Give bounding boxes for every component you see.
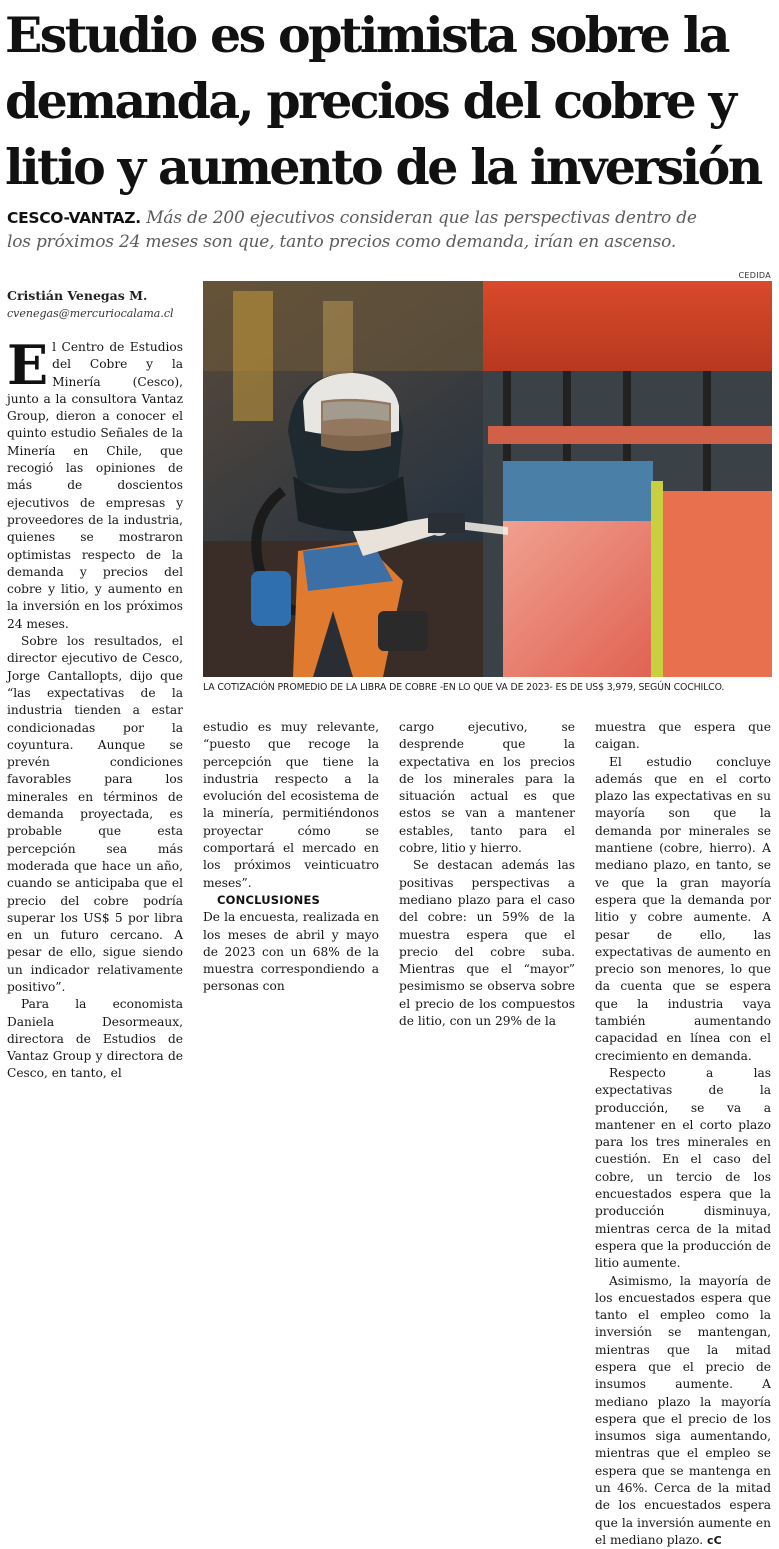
article-column-1 — [7, 339, 183, 1083]
paragraph-10: Respecto a las expectativas de la producción, se va a mantener en el corto plazo para los tres minerales en cuestión. En el caso del cobre, un tercio de los encuestados espera que la producción disminuya, mientras cerca de la mitad espera que la producción de litio aumente. — [595, 1065, 771, 1273]
headline-line-3: litio y aumento de la inversión — [5, 134, 775, 200]
drop-cap: E — [7, 343, 48, 387]
paragraph-intro — [7, 339, 183, 633]
deck-summary — [7, 206, 775, 254]
paragraph-11 — [595, 1273, 771, 1549]
author-name: Cristián Venegas M. — [7, 288, 147, 303]
end-mark-icon: ϲϹ — [707, 1534, 722, 1547]
paragraph-9: El estudio concluye además que en el corto plazo las expectativas en su mayoría son que la demanda por minerales se mantiene (cobre, hierro). A mediano plazo, en tanto, se ve que la gran mayoría espera que la demanda por litio y cobre aumente. A pesar de ello, las expectativas de aumento en precio son menores, lo que da cuenta que se espera que la industria vaya también aumentando capacidad en línea con el crecimiento en demanda. — [595, 754, 771, 1065]
photo-caption: LA COTIZACIÓN PROMEDIO DE LA LIBRA DE COBRE -EN LO QUE VA DE 2023- ES DE US$ 3,979, SEGÚN COCHILCO. — [203, 682, 775, 694]
headline-line-2: demanda, precios del cobre y — [5, 68, 775, 134]
paragraph-7: Se destacan además las positivas perspectivas a mediano plazo para el caso del cobre: un 59% de la muestra espera que el precio del cobre suba. Mientras que el “mayor” pesimismo se observa sobre el precio de los compuestos de litio, con un 29% de la — [399, 857, 575, 1030]
photo-credit: CEDIDA — [739, 271, 771, 280]
paragraph-11-text: Asimismo, la mayoría de los encuestados espera que tanto el empleo como la inversión se mantengan, mientras que la mitad espera que el precio de insumos aumente. A mediano plazo la mayoría espera que el precio de los insumos siga aumentando, mientras que el empleo se espera que se mantenga en un 46%. Cerca de la mitad de los encuestados espera que la inversión aumente en el mediano plazo. — [595, 1274, 771, 1547]
deck-line-1: Más de 200 ejecutivos consideran que las perspectivas dentro de — [146, 208, 697, 228]
paragraph-4: estudio es muy relevante, “puesto que recoge la percepción que tiene la industria respecto a la evolución del ecosistema de la minería, permitiéndonos proyectar cómo se comportará el mercado en los próximos veinticuatro meses”. — [203, 719, 379, 892]
article-column-4 — [595, 719, 771, 1549]
mining-worker-illustration — [203, 281, 772, 677]
deck-line-2: los próximos 24 meses son que, tanto precios como demanda, irían en ascenso. — [7, 230, 775, 254]
paragraph-2: Sobre los resultados, el director ejecutivo de Cesco, Jorge Cantallopts, dijo que “las expectativas de la industria tienden a estar condicionadas por la coyuntura. Aunque se prevén condiciones favorables para los minerales en términos de demanda proyectada, es probable que esta percepción sea más moderada que hace un año, cuando se anticipaba que el precio del cobre podría superar los US$ 5 por libra en un futuro cercano. A pesar de ello, sigue siendo un indicador relativamente positivo”. — [7, 633, 183, 996]
paragraph-5: De la encuesta, realizada en los meses de abril y mayo de 2023 con un 68% de la muestra correspondiendo a personas con — [203, 909, 379, 995]
headline — [5, 2, 775, 200]
paragraph-8: muestra que espera que caigan. — [595, 719, 771, 754]
paragraph-3: Para la economista Daniela Desormeaux, directora de Estudios de Vantaz Group y directora de Cesco, en tanto, el — [7, 996, 183, 1082]
article-photo — [203, 281, 772, 677]
conclusions-subhead: CONCLUSIONES — [203, 892, 379, 909]
headline-line-1: Estudio es optimista sobre la — [5, 2, 775, 68]
author-email[interactable]: cvenegas@mercuriocalama.cl — [7, 307, 174, 320]
paragraph-1-text: l Centro de Estudios del Cobre y la Minería (Cesco), junto a la consultora Vantaz Group, dieron a conocer el quinto estudio Señales de la Minería en Chile, que recogió las opiniones de más de doscientos ejecutivos de empresas y proveedores de la industria, quienes se mostraron optimistas respecto de la demanda y precios del cobre y litio, y aumento en la inversión en los próximos 24 meses. — [7, 340, 183, 631]
section-label: CESCO-VANTAZ. — [7, 209, 141, 227]
paragraph-6: cargo ejecutivo, se desprende que la expectativa en los precios de los minerales para la situación actual es que estos se van a mantener estables, tanto para el cobre, litio y hierro. — [399, 719, 575, 857]
article-column-2 — [203, 719, 379, 996]
article-column-3 — [399, 719, 575, 1030]
